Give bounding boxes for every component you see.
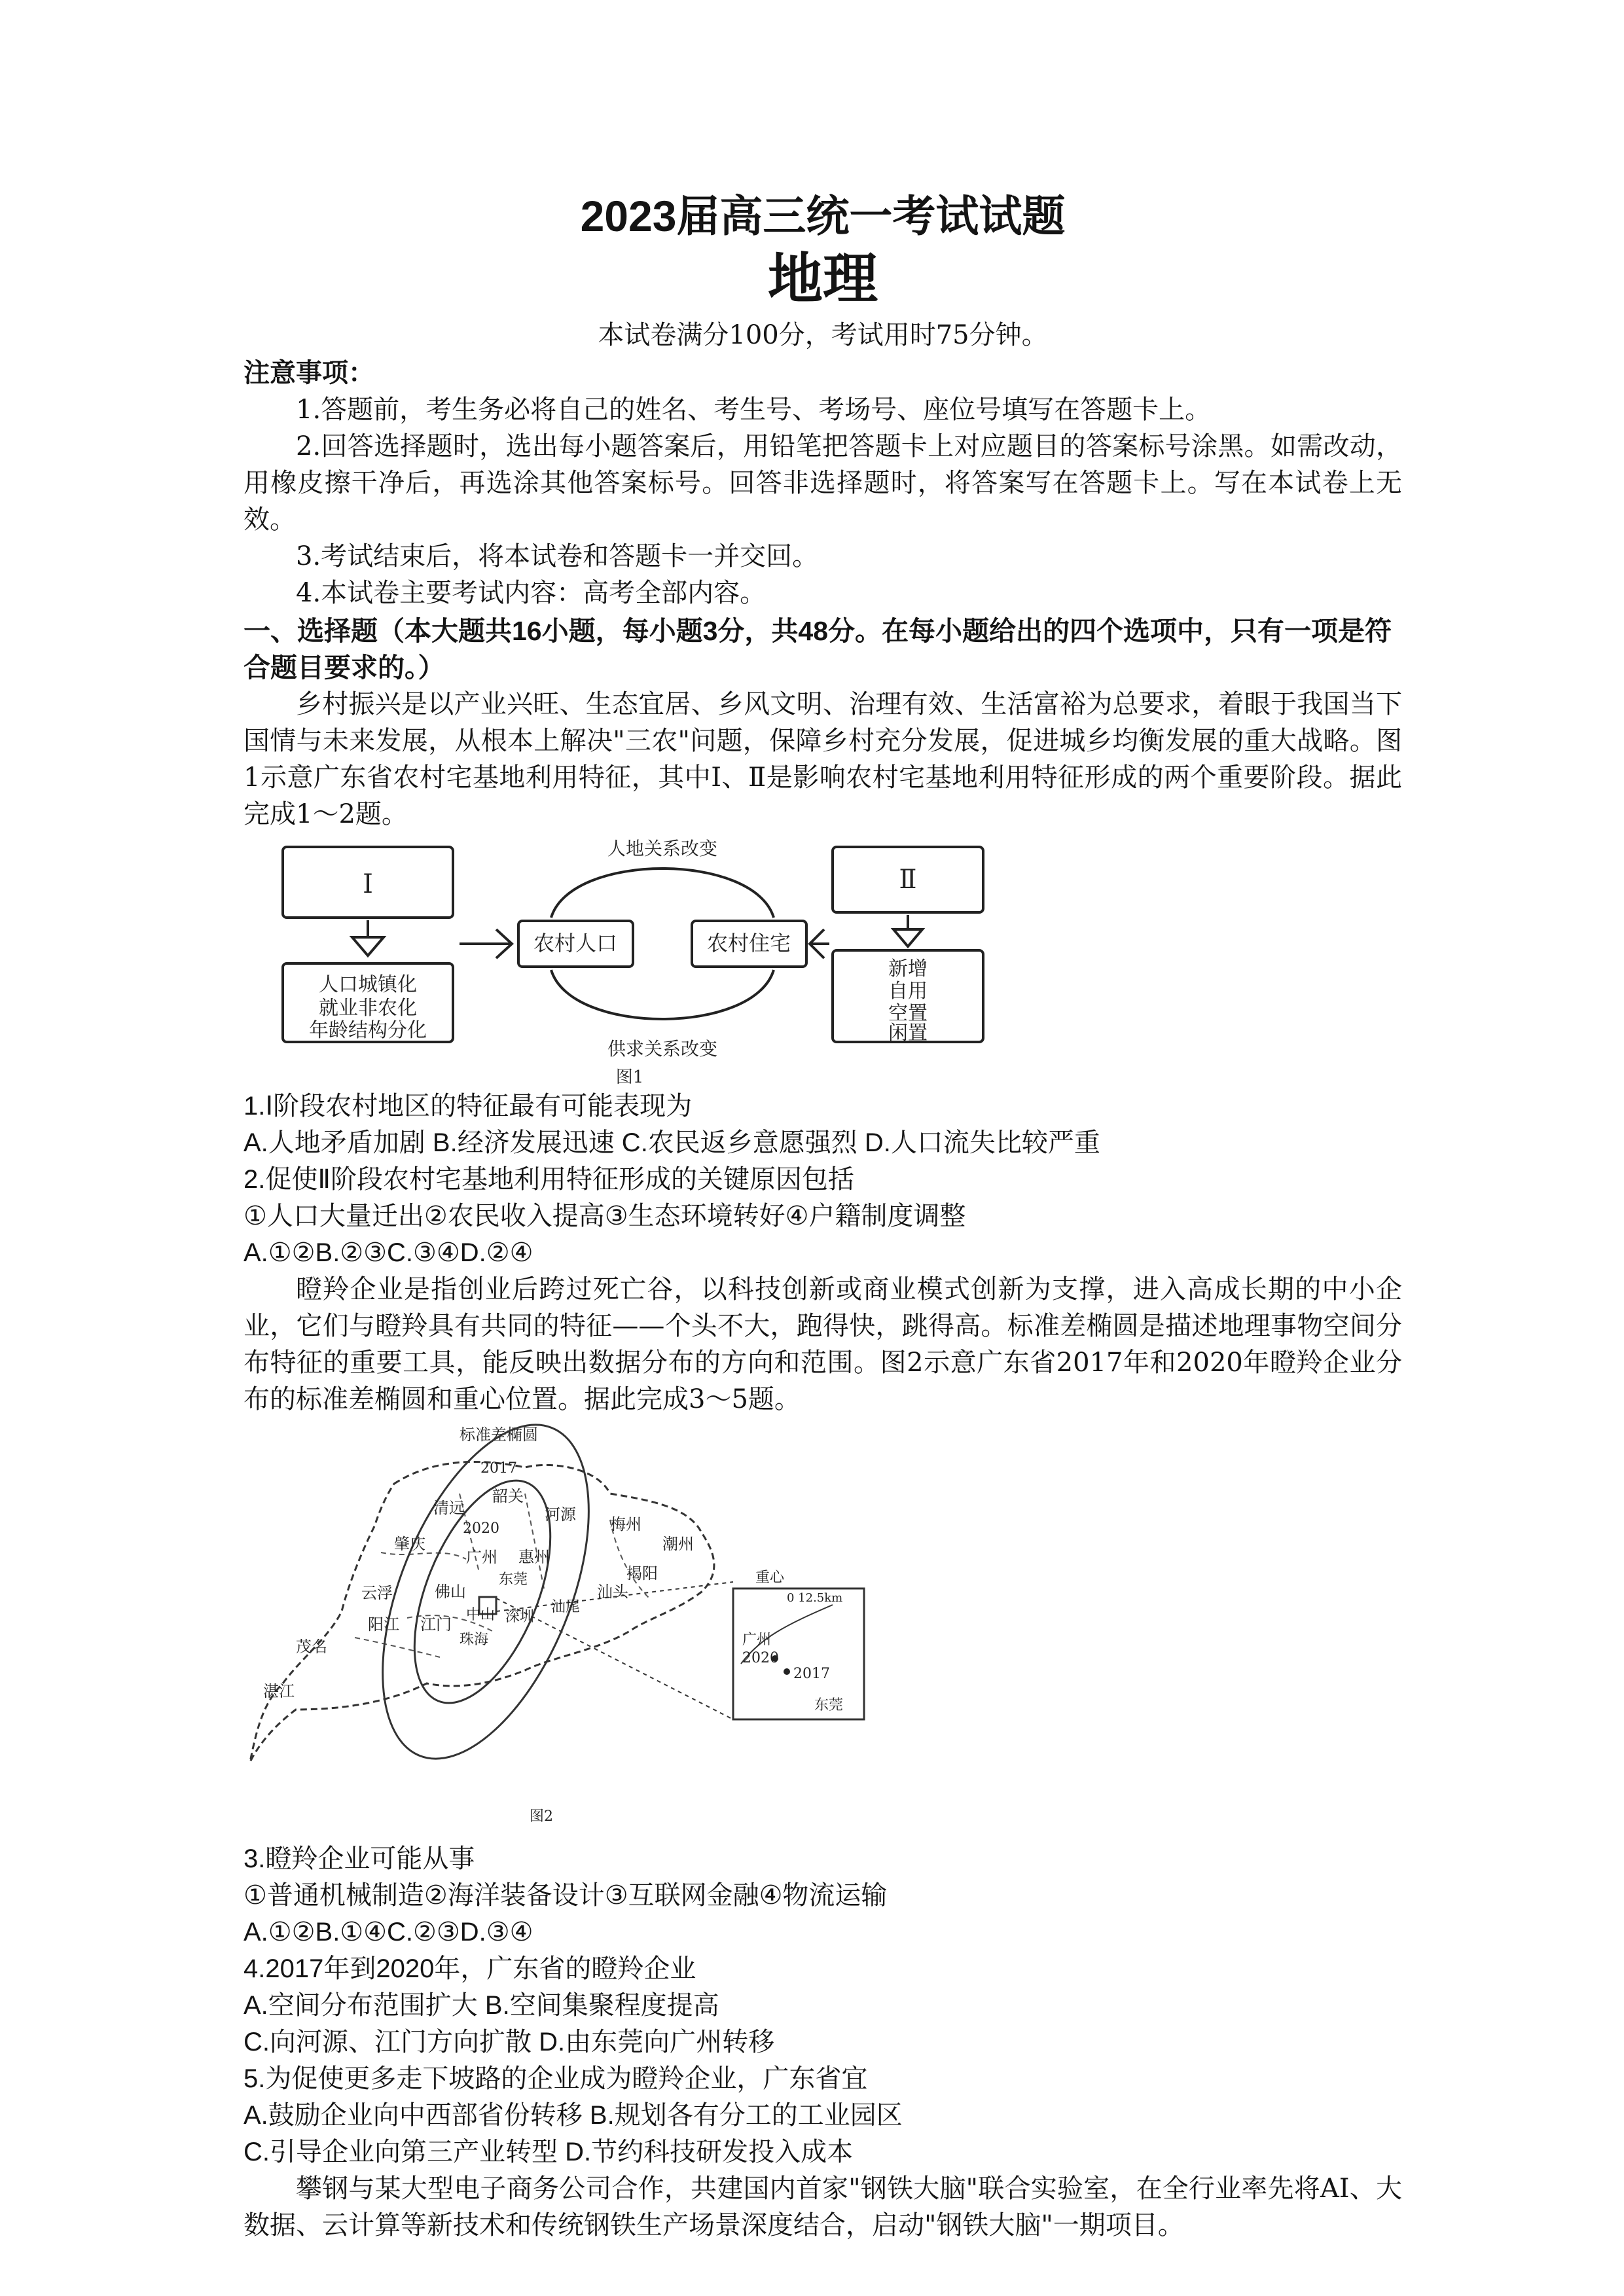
fig2-inset-title: 重心 [755,1570,785,1586]
question-2-items: ①人口大量迁出②农民收入提高③生态环境转好④户籍制度调整 [244,1202,966,1230]
fig2-inset-label: 东莞 [814,1697,844,1713]
fig1-right-item: 新增 [888,958,928,980]
fig2-city: 惠州 [518,1548,550,1566]
question-5-stem: 5.为促使更多走下坡路的企业成为瞪羚企业，广东省宜 [244,2064,868,2093]
fig1-right-item: 自用 [888,980,928,1003]
notice-heading: 注意事项： [244,359,374,387]
notice-item: 4.本试卷主要考试内容：高考全部内容。 [296,578,767,608]
fig1-bottom-label: 供求关系改变 [607,1038,718,1060]
notice-item: 3.考试结束后，将本试卷和答题卡一并交回。 [296,541,819,571]
fig1-left-item: 年龄结构分化 [309,1019,427,1042]
fig2-city: 中山 [466,1607,496,1623]
fig2-city: 东莞 [499,1571,528,1588]
fig2-city: 深圳 [505,1609,535,1625]
fig2-inset-label: 广州 [742,1632,772,1648]
question-2-options: A.①②B.②③C.③④D.②④ [244,1238,533,1267]
fig1-left-item: 人口城镇化 [319,973,417,996]
notice-item: 2.回答选择题时，选出每小题答案后，用铅笔把答题卡上对应题目的答案标号涂黑。如需改动，用橡皮擦干净后，再选涂其他答案标号。回答非选择题时，将答案写在答题卡上。写在本试卷上无效。 [244,431,1402,535]
fig2-city: 茂名 [296,1638,327,1656]
fig2-city: 珠海 [460,1632,489,1648]
passage-1: 乡村振兴是以产业兴旺、生态宜居、乡风文明、治理有效、生活富裕为总要求，着眼于我国当下国情与未来发展，从根本上解决"三农"问题，保障乡村充分发展，促进城乡均衡发展的重大战略。图1示意广东省农村宅基地利用特征，其中Ⅰ、Ⅱ是影响农村宅基地利用特征形成的两个重要阶段。据此完成1～2题。 [244,689,1402,829]
fig2-city: 揭阳 [626,1564,658,1583]
fig1-box-II: Ⅱ [899,865,917,895]
fig2-year-2020: 2020 [463,1520,499,1537]
fig2-city: 梅州 [610,1515,641,1534]
fig2-legend: 标准差椭圆 [460,1426,538,1444]
question-5-options-cd: C.引导企业向第三产业转型 D.节约科技研发投入成本 [244,2138,854,2166]
notice-item: 1.答题前，考生务必将自己的姓名、考生号、考场号、座位号填写在答题卡上。 [296,395,1212,425]
fig2-city: 广州 [466,1548,497,1566]
question-1-stem: 1.Ⅰ阶段农村地区的特征最有可能表现为 [244,1092,693,1121]
question-5-options-ab: A.鼓励企业向中西部省份转移 B.规划各有分工的工业园区 [244,2101,903,2130]
passage-3: 攀钢与某大型电子商务公司合作，共建国内首家"钢铁大脑"联合实验室，在全行业率先将AI、大数据、云计算等新技术和传统钢铁生产场景深度结合，启动"钢铁大脑"一期项目。 [244,2174,1402,2240]
passage-2: 瞪羚企业是指创业后跨过死亡谷，以科技创新或商业模式创新为支撑，进入高成长期的中小企业，它们与瞪羚具有共同的特征——个头不大，跑得快，跳得高。标准差椭圆是描述地理事物空间分布特征的重要工具，能反映出数据分布的方向和范围。图2示意广东省2017年和2020年瞪羚企业分布的标准差椭圆和重心位置。据此完成3～5题。 [244,1274,1402,1414]
fig2-city: 汕头 [597,1583,628,1601]
figure-2-map [244,1422,1402,1840]
question-3-stem: 3.瞪羚企业可能从事 [244,1844,475,1873]
figure-1 [244,839,1402,1088]
figure-1-diagram [244,839,1402,1088]
fig2-city: 清远 [433,1499,465,1517]
fig2-city: 云浮 [361,1584,393,1602]
question-1-options: A.人地矛盾加剧 B.经济发展迅速 C.农民返乡意愿强烈 D.人口流失比较严重 [244,1128,1100,1157]
question-4-options-ab: A.空间分布范围扩大 B.空间集聚程度提高 [244,1991,719,2020]
fig2-caption: 图2 [530,1808,553,1825]
figure-2 [244,1422,1402,1840]
exam-meta: 本试卷满分100分，考试用时75分钟。 [598,320,1048,350]
question-2-stem: 2.促使Ⅱ阶段农村宅基地利用特征形成的关键原因包括 [244,1165,855,1194]
question-4-stem: 4.2017年到2020年，广东省的瞪羚企业 [244,1954,696,1983]
question-3-options: A.①②B.①④C.②③D.③④ [244,1918,533,1946]
subject-title: 地理 [767,248,878,310]
fig2-inset-label: 2020 [742,1650,779,1666]
fig1-right-item: 空置 [888,1002,928,1025]
fig2-city: 阳江 [368,1615,399,1634]
question-4-options-cd: C.向河源、江门方向扩散 D.由东莞向广州转移 [244,2028,775,2056]
section-heading: 一、选择题（本大题共16小题，每小题3分，共48分。在每小题给出的四个选项中，只有一项是符合题目要求的。） [244,616,1392,683]
fig2-city: 河源 [545,1505,576,1524]
fig1-right-item: 闲置 [888,1022,928,1045]
page-title: 2023届高三统一考试试题 [580,192,1066,240]
fig1-rural-population: 农村人口 [533,931,618,956]
fig2-year-2017: 2017 [480,1460,517,1477]
fig1-caption: 图1 [615,1067,644,1087]
fig1-left-item: 就业非农化 [319,997,417,1020]
question-3-items: ①普通机械制造②海洋装备设计③互联网金融④物流运输 [244,1881,888,1910]
fig2-city: 江门 [420,1615,452,1634]
fig1-top-label: 人地关系改变 [607,839,718,859]
exam-page [244,190,1402,2244]
fig2-city: 佛山 [435,1583,466,1601]
fig2-city: 韶关 [492,1487,524,1505]
fig2-city: 湛江 [263,1682,295,1700]
fig2-city: 肇庆 [394,1535,425,1553]
fig2-city: 潮州 [662,1535,694,1553]
fig2-inset-label: 2017 [793,1666,830,1682]
fig2-inset-scale: 0 12.5km [787,1591,843,1605]
fig1-box-I: Ⅰ [363,869,373,899]
fig2-city: 汕尾 [551,1599,581,1615]
fig1-rural-housing: 农村住宅 [706,931,791,956]
